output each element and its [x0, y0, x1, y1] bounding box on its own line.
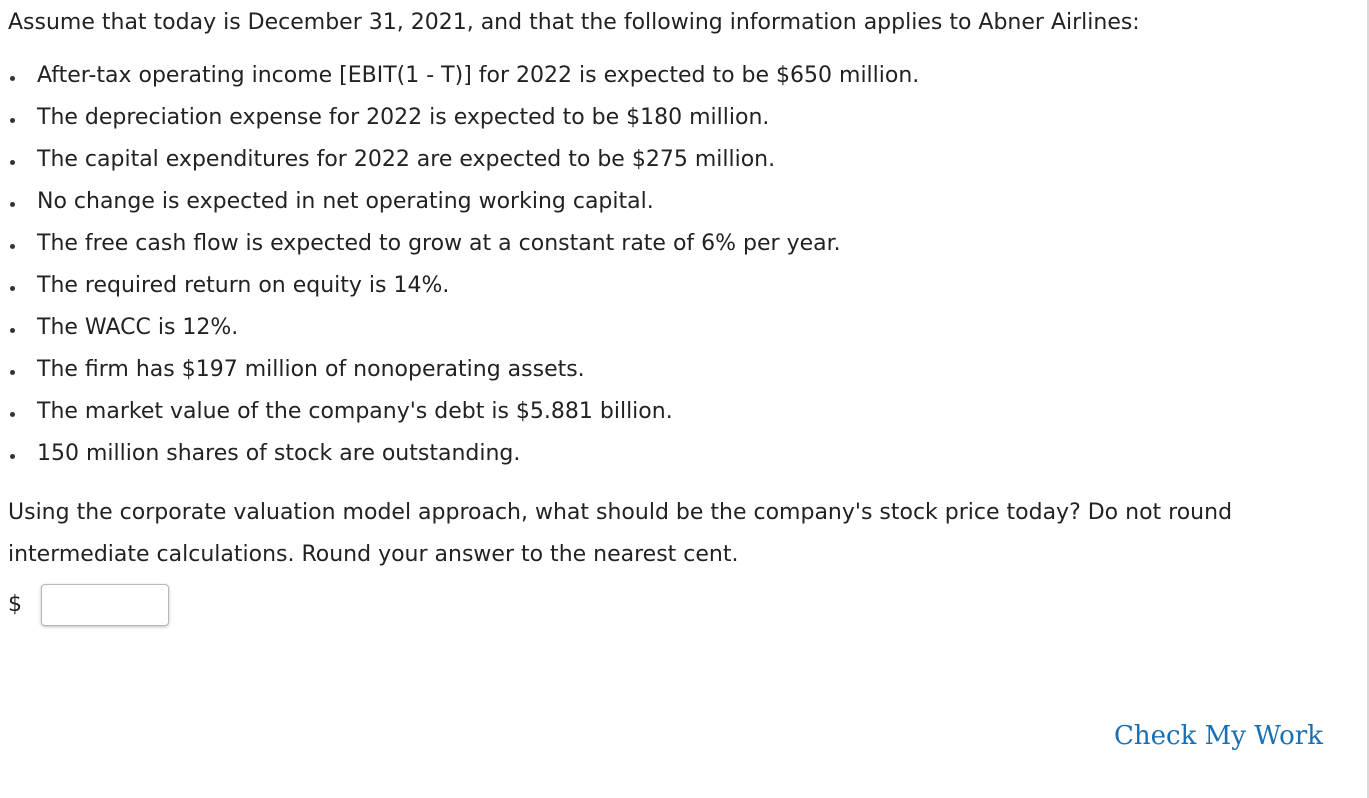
- list-item-text: No change is expected in net operating working capital.: [37, 189, 654, 214]
- list-item-text: The required return on equity is 14%.: [37, 273, 450, 298]
- bullet-icon: [10, 454, 15, 459]
- list-item-text: The firm has $197 million of nonoperating assets.: [37, 357, 585, 382]
- bullet-icon: [10, 328, 15, 333]
- question-text: Using the corporate valuation model approach, what should be the company's stock price today? Do not round intermediate calculations. Round your answer to the nearest cent.: [8, 500, 1233, 567]
- list-item-text: 150 million shares of stock are outstanding.: [37, 441, 521, 466]
- bullet-icon: [10, 202, 15, 207]
- problem-intro: Assume that today is December 31, 2021, and that the following information applies to Abner Airlines:: [8, 10, 1140, 35]
- bullet-icon: [10, 244, 15, 249]
- list-item-text: The capital expenditures for 2022 are expected to be $275 million.: [37, 147, 776, 172]
- list-item-text: The WACC is 12%.: [37, 315, 239, 340]
- bullet-icon: [10, 370, 15, 375]
- check-my-work-link[interactable]: Check My Work: [1114, 721, 1323, 751]
- bullet-icon: [10, 118, 15, 123]
- list-item-text: The depreciation expense for 2022 is expected to be $180 million.: [37, 105, 770, 130]
- list-item-text: After-tax operating income [EBIT(1 - T)] for 2022 is expected to be $650 million.: [37, 63, 920, 88]
- currency-symbol: $: [8, 592, 22, 617]
- bullet-icon: [10, 286, 15, 291]
- bullet-icon: [10, 412, 15, 417]
- list-item-text: The market value of the company's debt is $5.881 billion.: [37, 399, 673, 424]
- bullet-icon: [10, 76, 15, 81]
- stock-price-input[interactable]: [41, 584, 169, 626]
- list-item-text: The free cash flow is expected to grow at a constant rate of 6% per year.: [37, 231, 841, 256]
- bullet-icon: [10, 160, 15, 165]
